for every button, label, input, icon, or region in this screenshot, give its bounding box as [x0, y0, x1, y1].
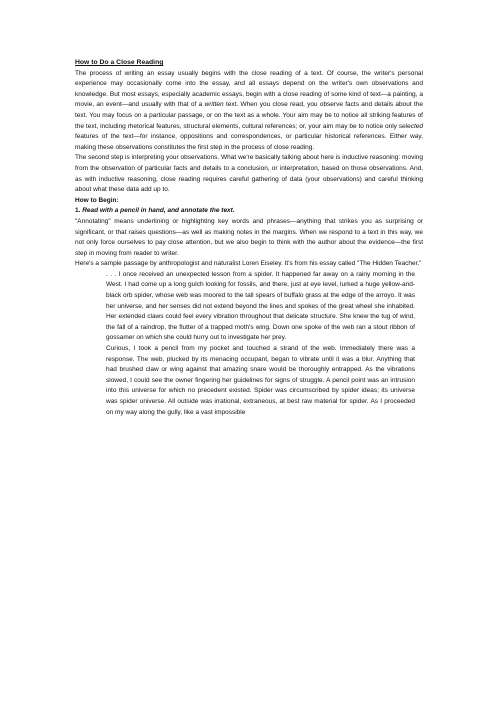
- sample-intro-paragraph: Here's a sample passage by anthropologist and naturalist Loren Eiseley. It's from his essay called "The Hidden Teacher.": [75, 260, 422, 268]
- intro-text-1: The process of writing an essay usually begins with the close reading of a text. Of course, the writer's personal experience may occasionally come into the essay, and all essays depend on the writer's own observations and knowledge. But most essays, especially academic essays, begin with a close reading of some kind of text—a painting, a movie, an event—and usually with that of a: [75, 69, 423, 109]
- how-to-begin-heading: How to Begin:: [75, 196, 119, 204]
- second-paragraph: The second step is interpreting your observations. What we're basically talking about here is inductive reasoning: moving from the observation of particular facts and details to a conclusion, or interpretation, based on those observations. And, as with inductive reasoning, close reading requires careful gathering of data (your observations) and careful thinking about what these data add up to.: [75, 154, 423, 194]
- step-1-number: 1.: [75, 207, 83, 215]
- annotating-paragraph: "Annotating" means underlining or highlighting key words and phrases—anything that strikes you as surprising or significant, or that raises questions—as well as making notes in the margins. When we respond to a text in this way, we not only force ourselves to pay close attention, but we also begin to think with the author about the evidence—the first step in moving from reader to writer.: [75, 217, 423, 257]
- intro-emphasis-selected: selected: [398, 122, 423, 130]
- quote-paragraph: . . . I once received an unexpected lesson from a spider. It happened far away on a rainy morning in the West. I had come up a long gulch looking for fossils, and there, just at eye level, lurked a huge yellow-and-black orb spider, whose web was moored to the tall spears of buffalo grass at the edge of the arroyo. It was her universe, and her senses did not extend beyond the lines and spokes of the great wheel she inhabited. Her extended claws could feel every vibration throughout that delicate structure. She knew the tug of wind, the fall of a raindrop, the flutter of a trapped moth's wing. Down one spoke of the web ran a stout ribbon of gossamer on which she could hurry out to investigate her prey.: [106, 270, 415, 342]
- block-quote: [106, 270, 415, 418]
- intro-paragraph: [75, 69, 423, 154]
- intro-text-3: features of the text—for instance, oppositions and correspondences, or particular historical references. Either way, making these observations constitutes the first step in the process of close reading.: [75, 133, 423, 151]
- quote-paragraph: Curious, I took a pencil from my pocket and touched a strand of the web. Immediately there was a response. The web, plucked by its menacing occupant, began to vibrate until it was a blur. Anything that had brushed claw or wing against that amazing snare would be thoroughly entrapped. As the vibrations slowed, I could see the owner fingering her guidelines for signs of struggle. A pencil point was an intrusion into this universe for which no precedent existed. Spider was circumscribed by spider ideas; its universe was spider universe. All outside was irrational, extraneous, at best raw material for spider. As I proceeded on my way along the gully, like a vast impossible: [106, 345, 415, 416]
- step-1-heading: [75, 206, 423, 217]
- intro-emphasis-written: written: [204, 101, 224, 109]
- document-title: How to Do a Close Reading: [75, 59, 164, 66]
- step-1-text: Read with a pencil in hand, and annotate the text.: [82, 207, 235, 215]
- intro-text-2: text. When you close read, you observe facts and details about the text. You may focus on a particular passage, or on the text as a whole. Your aim may be to notice all striking features of the text, including rhetorical features, structural elements, cultural references; or, your aim may be to notice only: [75, 101, 423, 130]
